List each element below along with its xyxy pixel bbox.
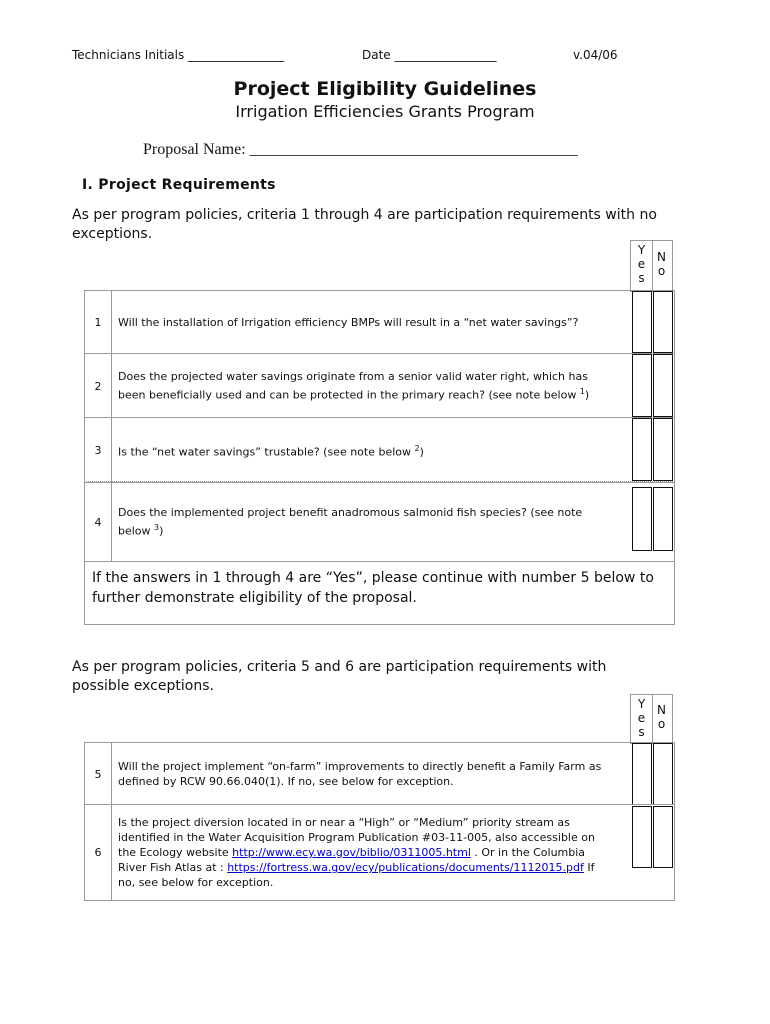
no-checkbox-1[interactable] xyxy=(653,291,673,353)
no-column-header: N o xyxy=(651,694,673,744)
question-text: Will the installation of Irrigation efficiency BMPs will result in a “net water savings”? xyxy=(118,316,579,329)
question-text: Does the projected water savings originate from a senior valid water right, which has been beneficially used and can be protected in the primary reach? (see note below $^1$) xyxy=(118,370,590,402)
technicians-initials-field[interactable]: Technicians Initials ________________ xyxy=(72,48,285,62)
section-heading: I. Project Requirements xyxy=(82,177,276,193)
yes-checkbox-4[interactable] xyxy=(632,487,652,551)
table-row xyxy=(84,742,675,805)
question-text: Does the implemented project benefit anadromous salmonid fish species? (see note below $^3$) xyxy=(118,506,583,538)
table-row xyxy=(84,804,675,901)
row-number: 3 xyxy=(85,418,112,482)
no-checkbox-4[interactable] xyxy=(653,487,673,551)
continuation-note: If the answers in 1 through 4 are “Yes”, please continue with number 5 below to further demonstrate eligibility of the proposal. xyxy=(84,560,675,625)
publication-link[interactable]: http://www.ecy.wa.gov/biblio/0311005.html xyxy=(232,846,471,859)
table-row xyxy=(84,482,675,562)
yes-column-header: Y e s xyxy=(630,694,653,744)
table-row xyxy=(84,417,675,482)
row-number: 2 xyxy=(85,354,112,418)
row-number: 4 xyxy=(85,483,112,561)
no-checkbox-5[interactable] xyxy=(653,743,673,805)
no-checkbox-2[interactable] xyxy=(653,354,673,417)
yes-checkbox-5[interactable] xyxy=(632,743,652,805)
proposal-name-field[interactable]: Proposal Name: _________________________________________ xyxy=(143,141,578,158)
no-checkbox-3[interactable] xyxy=(653,418,673,481)
row-number: 6 xyxy=(85,805,112,900)
date-field[interactable]: Date _________________ xyxy=(362,48,497,62)
intro-paragraph-2: As per program policies, criteria 5 and 6 are participation requirements with possible exceptions. xyxy=(72,659,607,694)
yes-checkbox-6[interactable] xyxy=(632,806,652,868)
yes-checkbox-1[interactable] xyxy=(632,291,652,353)
fish-atlas-link[interactable]: https://fortress.wa.gov/ecy/publications/documents/1112015.pdf xyxy=(227,861,584,874)
yes-checkbox-3[interactable] xyxy=(632,418,652,481)
no-column-header: N o xyxy=(651,240,673,292)
question-text: Is the project diversion located in or near a “High” or “Medium” priority stream as identified in the Water Acquisition Program Publication #03-11-005, also accessible on the Ecology website http://www.ecy.wa.gov/biblio/0311005.html . Or in the Columbia River Fish Atlas at : https://fortress.wa.gov/ecy/publications/documents/1112015.pdf If no, see below for exception. xyxy=(118,816,595,889)
page-title: Project Eligibility Guidelines xyxy=(233,78,537,100)
row-number: 1 xyxy=(85,291,112,354)
row-number: 5 xyxy=(85,743,112,805)
yes-column-header: Y e s xyxy=(630,240,653,292)
question-text: Will the project implement “on-farm” improvements to directly benefit a Family Farm as defined by RCW 90.66.040(1). If no, see below for exception. xyxy=(118,760,602,788)
question-text: Is the “net water savings” trustable? (see note below $^2$) xyxy=(118,443,424,459)
page-subtitle: Irrigation Efficiencies Grants Program xyxy=(235,102,535,121)
intro-paragraph-1: As per program policies, criteria 1 through 4 are participation requirements with no exceptions. xyxy=(72,207,657,242)
version-label: v.04/06 xyxy=(573,48,618,62)
no-checkbox-6[interactable] xyxy=(653,806,673,868)
yes-checkbox-2[interactable] xyxy=(632,354,652,417)
table-row xyxy=(84,353,675,418)
table-row xyxy=(84,290,675,354)
